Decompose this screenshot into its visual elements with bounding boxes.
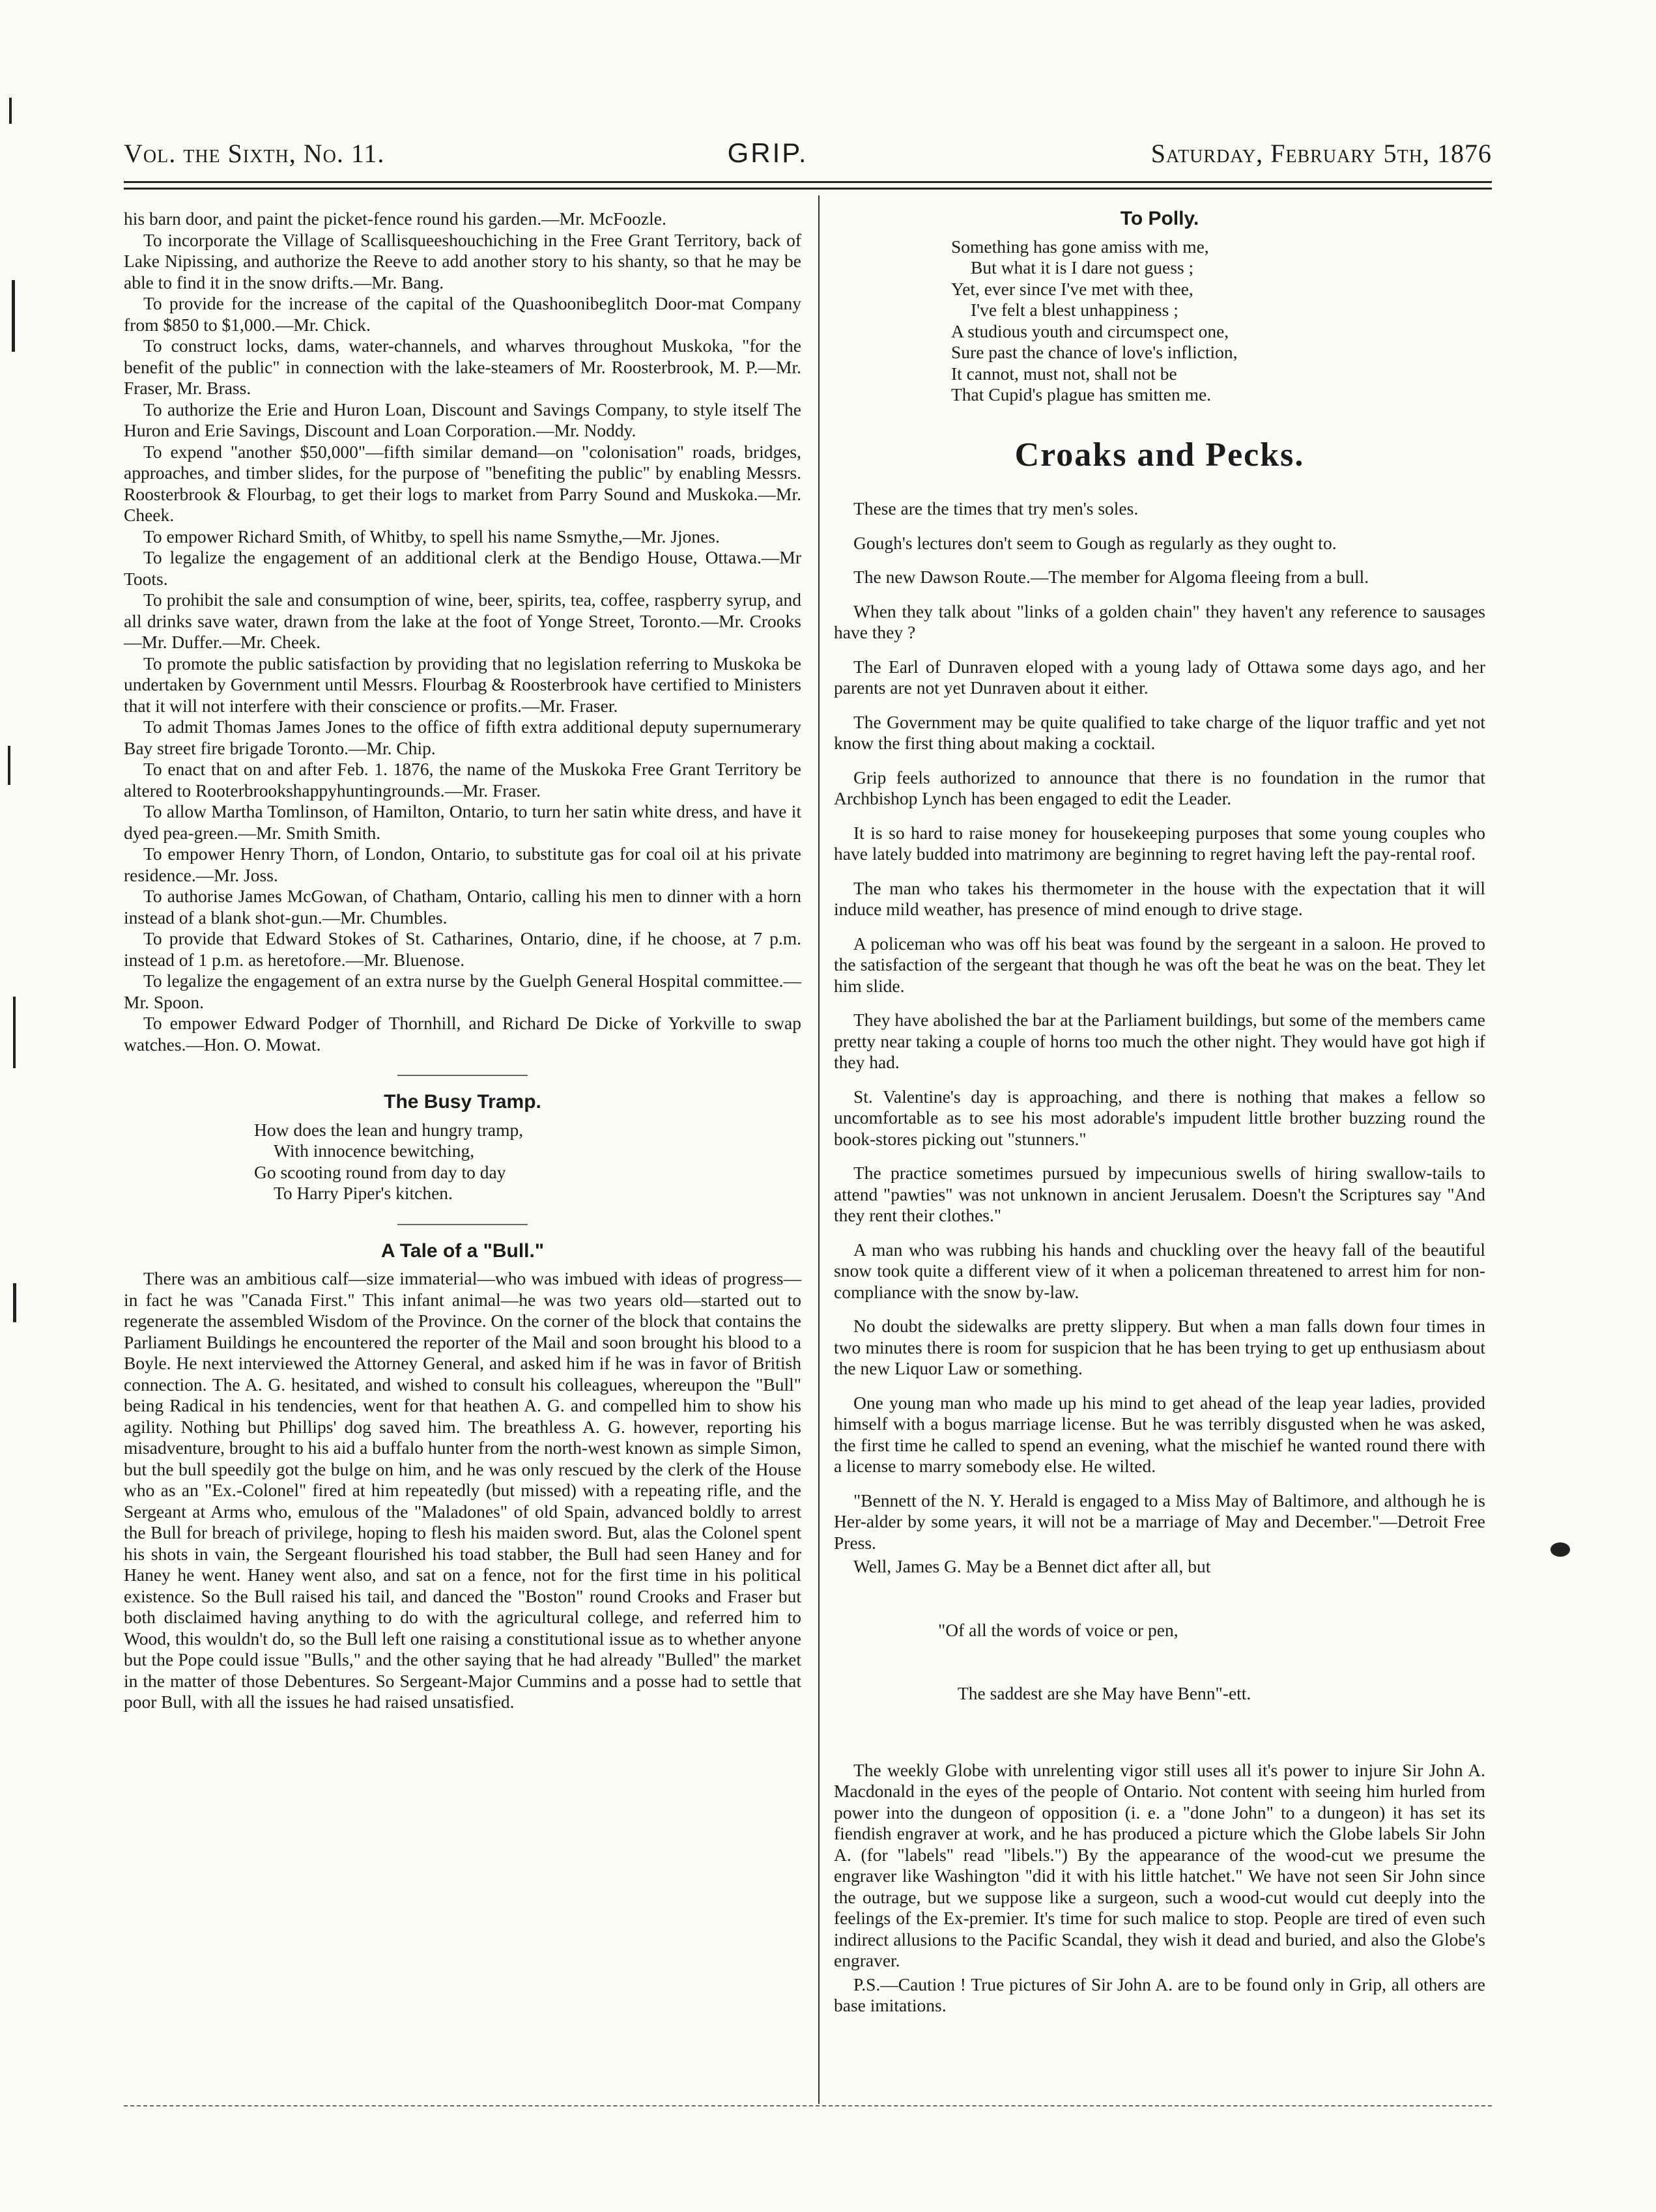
motion-item: To promote the public satisfaction by providing that no legislation referring to Muskoka be undertaken by Government until Messrs. Flourbag & Roosterbrook have certified to Ministers that it will not interfere with their conscience or profits.—Mr. Fraser. <box>124 653 801 716</box>
polly-poem <box>951 236 1368 406</box>
poem-line: Something has gone amiss with me, <box>951 236 1209 257</box>
motion-item: To provide that Edward Stokes of St. Catharines, Ontario, dine, if he choose, at 7 p.m. instead of 1 p.m. as heretofore.—Mr. Bluenose. <box>124 928 801 970</box>
section-separator <box>397 1224 528 1225</box>
poem-line: How does the lean and hungry tramp, <box>254 1119 524 1140</box>
margin-mark <box>13 997 16 1068</box>
croaks-title: Croaks and Pecks. <box>1014 436 1305 474</box>
motion-item: To empower Edward Podger of Thornhill, and Richard De Dicke of Yorkville to swap watches.—Hon. O. Mowat. <box>124 1013 801 1055</box>
poem-line: Go scooting round from day to day <box>254 1161 506 1182</box>
issue-date: Saturday, February 5th, 1876 <box>1150 138 1492 168</box>
busy-tramp-poem <box>254 1120 671 1204</box>
croak-item: The new Dawson Route.—The member for Algoma fleeing from a bull. <box>853 567 1369 587</box>
motion-item: To authorise James McGowan, of Chatham, Ontario, calling his men to dinner with a horn instead of a blank shot-gun.—Mr. Chumbles. <box>124 886 801 928</box>
section-separator <box>397 1075 528 1076</box>
croak-item: The Government may be quite qualified to take charge of the liquor traffic and yet not know the first thing about making a cocktail. <box>834 711 1485 753</box>
margin-mark <box>9 98 12 124</box>
poem-line: To Harry Piper's kitchen. <box>274 1183 453 1203</box>
poem-line: With innocence bewitching, <box>274 1141 475 1161</box>
footer-rule <box>124 2105 1492 2106</box>
globe-item: The weekly Globe with unrelenting vigor still uses all it's power to injure Sir John A. Macdonald in the eyes of the people of Ontario. Not content with seeing him hurled from power into the dungeon of opposition (i. e. a "done John" to a dungeon) it has set its fiendish engraver at work, and he has produced a picture which the Globe labels Sir John A. (for "labels" read "libels.") By the appearance of the wood-cut we presume the engraver like Washington "did it with his little hatchet." We have not seen Sir John since the outrage, but we suppose like a surgeon, such a wood-cut would cut deeply into the feelings of the Ex-premier. It's time for such malice to stop. People are tired of even such indirect allusions to the Pacific Scandal, they wish it dead and buried, and also the Globe's engraver. <box>834 1759 1485 1970</box>
motion-item: To empower Henry Thorn, of London, Ontario, to substitute gas for coal oil at his private residence.—Mr. Joss. <box>124 844 801 885</box>
verse-line: "Of all the words of voice or pen, <box>938 1619 1178 1640</box>
bennett-verse <box>834 1578 1485 1747</box>
poem-line: It cannot, must not, shall not be <box>951 363 1177 384</box>
motion-item: To construct locks, dams, water-channels, and wharves throughout Muskoka, "for the benefit of the public" in connection with the lake-steamers of Mr. Roosterbrook, M. P.—Mr. Fraser, Mr. Brass. <box>124 335 801 398</box>
croak-item: A policeman who was off his beat was found by the sergeant in a saloon. He proved to the satisfaction of the sergeant that though he was oft the beat he was on the beat. They let him slide. <box>834 933 1485 996</box>
motion-item: To legalize the engagement of an extra nurse by the Guelph General Hospital committee.—Mr. Spoon. <box>124 971 801 1012</box>
margin-mark <box>13 1283 16 1322</box>
column-divider <box>818 195 820 2104</box>
motion-item: To allow Martha Tomlinson, of Hamilton, Ontario, to turn her satin white dress, and have it dyed pea-green.—Mr. Smith Smith. <box>124 801 801 843</box>
croak-item: They have abolished the bar at the Parliament buildings, but some of the members came pretty near taking a couple of horns too much the other night. They would have got high if they had. <box>834 1010 1485 1072</box>
croak-item: St. Valentine's day is approaching, and there is nothing that makes a fellow so uncomfortable as to see his most adorable's impudent little brother buzzing round the book-stores picking out "stunners." <box>834 1086 1485 1149</box>
croak-item: These are the times that try men's soles. <box>853 498 1139 518</box>
right-column <box>834 208 1485 2030</box>
croak-item: "Bennett of the N. Y. Herald is engaged to a Miss May of Baltimore, and although he is Her-alder by some years, it will not be a marriage of May and December."—Detroit Free Press. <box>834 1490 1485 1553</box>
poem-line: But what it is I dare not guess ; <box>971 257 1194 277</box>
motion-item: To admit Thomas James Jones to the office of fifth extra additional deputy supernumerary Bay street fire brigade Toronto.—Mr. Chip. <box>124 716 801 758</box>
poem-line: Sure past the chance of love's infliction, <box>951 342 1238 362</box>
margin-mark <box>8 746 10 785</box>
motion-item: his barn door, and paint the picket-fence round his garden.—Mr. McFoozle. <box>124 208 666 229</box>
croak-item: The practice sometimes pursued by impecunious swells of hiring swallow-tails to attend "pawties" was not unknown in ancient Jerusalem. Doesn't the Scriptures say "And they rent their clothes." <box>834 1163 1485 1225</box>
poem-line: A studious youth and circumspect one, <box>951 320 1229 341</box>
croak-item: When they talk about "links of a golden chain" they haven't any reference to sausages have they ? <box>834 601 1485 642</box>
croak-item: Grip feels authorized to announce that there is no foundation in the rumor that Archbishop Lynch has been engaged to edit the Leader. <box>834 767 1485 808</box>
postscript: P.S.—Caution ! True pictures of Sir John A. are to be found only in Grip, all others are base imitations. <box>834 1974 1485 2015</box>
motion-item: To incorporate the Village of Scallisqueeshouchiching in the Free Grant Territory, back of Lake Nipissing, and authorize the Reeve to add another story to his shanty, so that he may be able to find it in the snow drifts.—Mr. Bang. <box>124 229 801 292</box>
busy-tramp-title: The Busy Tramp. <box>384 1091 541 1113</box>
poem-line: Yet, ever since I've met with thee, <box>951 278 1193 299</box>
croak-item: The man who takes his thermometer in the house with the expectation that it will induce mild weather, has presence of mind enough to drive stage. <box>834 877 1485 919</box>
motion-item: To provide for the increase of the capital of the Quashoonibeglitch Door-mat Company from $850 to $1,000.—Mr. Chick. <box>124 293 801 335</box>
motions-list <box>124 208 801 1055</box>
poem-line: I've felt a blest unhappiness ; <box>971 300 1178 320</box>
croak-item: No doubt the sidewalks are pretty slippery. But when a man falls down four times in two minutes there is room for suspicion that he has been trying to get up enthusiasm about the new Liquor Law or something. <box>834 1316 1485 1378</box>
motion-item: To prohibit the sale and consumption of wine, beer, spirits, tea, coffee, raspberry syrup, and all drinks save water, drawn from the lake at the foot of Yonge Street, Toronto.—Mr. Crooks—Mr. Duffer.—Mr. Cheek. <box>124 589 801 652</box>
tale-title: A Tale of a "Bull." <box>380 1240 545 1262</box>
croak-item: It is so hard to raise money for housekeeping purposes that some young couples who have lately budded into matrimony are beginning to regret having left the pay-rental roof. <box>834 822 1485 864</box>
volume-number: Vol. the Sixth, No. 11. <box>124 138 385 168</box>
motion-item: To enact that on and after Feb. 1. 1876, the name of the Muskoka Free Grant Territory be altered to Rooterbrookshappyhuntingrounds.—Mr. Fraser. <box>124 759 801 801</box>
page-header <box>124 130 1492 176</box>
header-rule <box>124 181 1492 183</box>
motion-item: To expend "another $50,000"—fifth similar demand—on "colonisation" roads, bridges, approaches, and timber slides, for the purpose of "benefiting the public" by enabling Messrs. Roosterbrook & Flourbag, to get their logs to market from Parry Sound and Muskoka.—Mr. Cheek. <box>124 441 801 525</box>
motion-item: To authorize the Erie and Huron Loan, Discount and Savings Company, to style itself The Huron and Erie Savings, Discount and Loan Corporation.—Mr. Noddy. <box>124 399 801 440</box>
croak-item: Gough's lectures don't seem to Gough as regularly as they ought to. <box>853 532 1337 553</box>
motion-item: To empower Richard Smith, of Whitby, to spell his name Ssmythe,—Mr. Jjones. <box>143 526 720 546</box>
polly-title: To Polly. <box>1120 208 1199 229</box>
header-rule <box>124 188 1492 190</box>
left-column <box>124 208 801 1713</box>
masthead-title: GRIP. <box>727 137 808 168</box>
verse-line: The saddest are she May have Benn"-ett. <box>958 1683 1251 1703</box>
margin-mark <box>12 280 15 352</box>
croak-item: The Earl of Dunraven eloped with a young lady of Ottawa some days ago, and her parents are not yet Dunraven about it either. <box>834 656 1485 698</box>
croaks-list <box>834 498 1485 2017</box>
tale-text: There was an ambitious calf—size immaterial—who was imbued with ideas of progress—in fact he was "Canada First." This infant animal—he was two years old—started out to regenerate the assembled Wisdom of the Province. On the corner of the block that contains the Parliament Buildings he encountered the reporter of the Mail and soon brought his blood to a Boyle. He next interviewed the Attorney General, and asked him if he was in favor of British connection. The A. G. hesitated, and wished to consult his colleagues, whereupon the "Bull" being Radical in his tendencies, went for that heathen A. G. and compelled him to show his agility. Nothing but Phillips' dog saved him. The breathless A. G. however, reporting his misadventure, brought to his aid a buffalo hunter from the north-west known as simple Simon, but the bull speedily got the bulge on him, and he was only rescued by the clerk of the House who as an "Ex.-Colonel" fired at him repeatedly (but missed) with a repeating rifle, and the Sergeant at Arms who, emulous of the "Maladones" of old Spain, advanced boldly to arrest the Bull for breach of privilege, hoping to flesh his maiden sword. But, alas the Colonel spent his shots in vain, the Sergeant flourished his toad stabber, the Bull had seen Haney and for Haney he went. Haney went also, and sat on a fence, not for the first time in his political existence. So the Bull raised his tail, and danced the "Boston" round Crooks and Fraser but both disclaimed having anything to do with the agricultural college, and referred him to Wood, this wouldn't do, so the Bull left one raising a constitutional issue as to whether anyone but the Pope could issue "Bulls," and the other saying that he had already "Bulled" the market in the matter of those Debentures. So Sergeant-Major Cummins and a posse had to settle that poor Bull, with all the issues he had raised unsatisfied. <box>124 1268 801 1712</box>
margin-mark <box>1550 1542 1570 1557</box>
bennett-reply: Well, James G. May be a Bennet dict after all, but <box>853 1556 1211 1576</box>
poem-line: That Cupid's plague has smitten me. <box>951 384 1212 404</box>
motion-item: To legalize the engagement of an additional clerk at the Bendigo House, Ottawa.—Mr Toots. <box>124 547 801 589</box>
croak-item: One young man who made up his mind to get ahead of the leap year ladies, provided himself with a bogus marriage license. But he was terribly disgusted when he was asked, the first time he called to spend an evening, what the mischief he wanted round there with a license to marry somebody else. He wilted. <box>834 1392 1485 1476</box>
croak-item: A man who was rubbing his hands and chuckling over the heavy fall of the beautiful snow took quite a different view of it when a policeman threatened to arrest him for non-compliance with the snow by-law. <box>834 1239 1485 1302</box>
